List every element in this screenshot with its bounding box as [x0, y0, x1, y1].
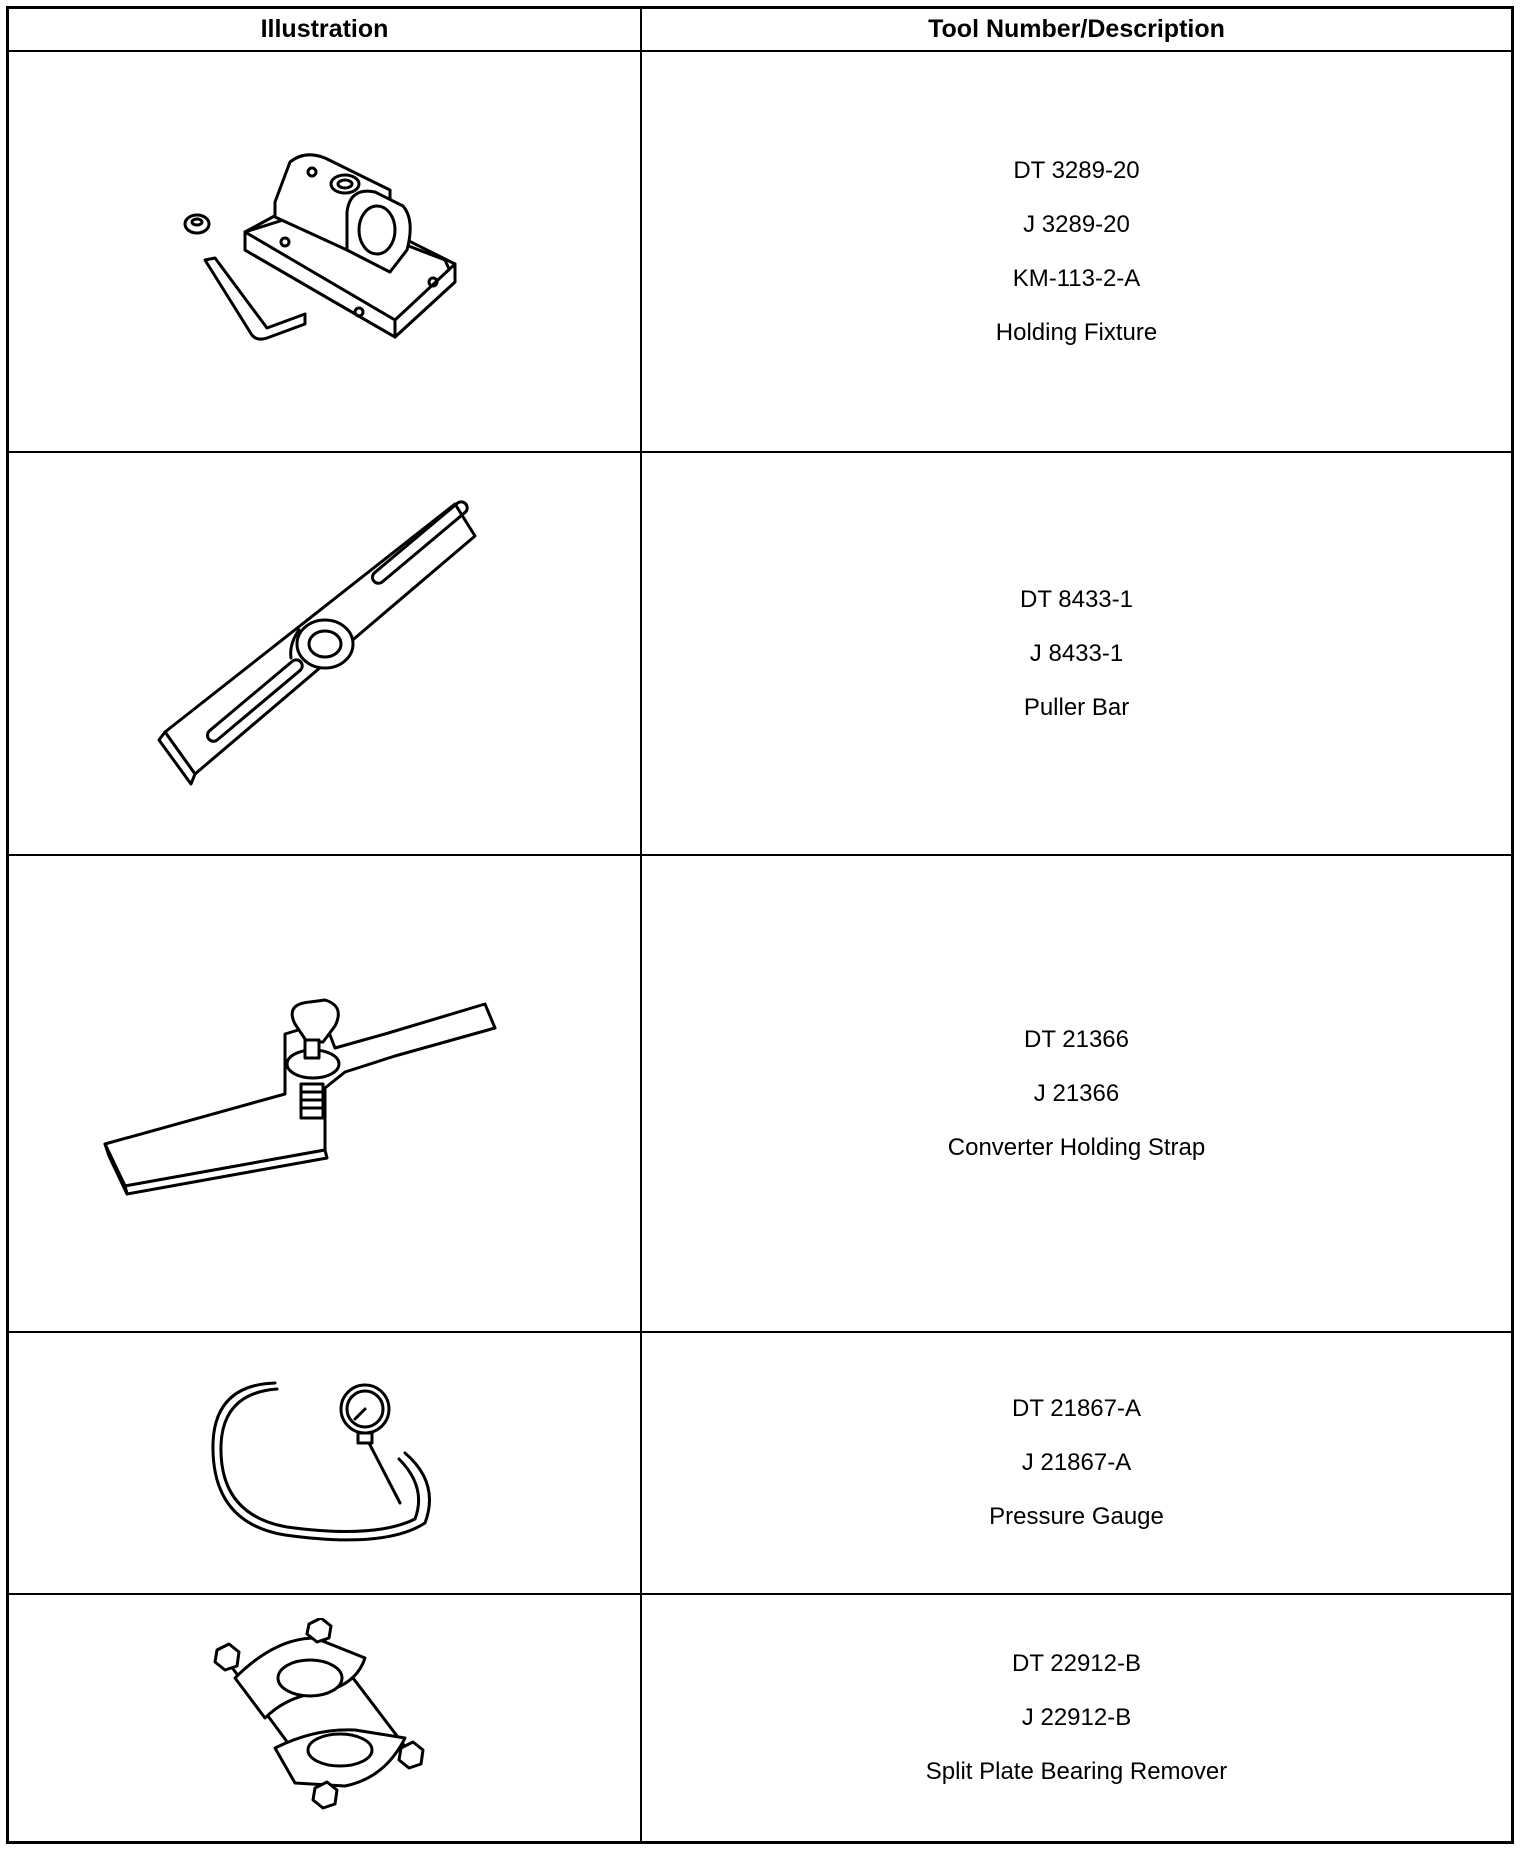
table-row	[9, 854, 1511, 1331]
tool-description	[642, 453, 1511, 854]
tool-number-dt: DT 21366	[1024, 1025, 1129, 1053]
pressure-gauge-icon	[205, 1373, 445, 1553]
tool-number-j: J 21366	[1033, 1079, 1120, 1107]
table-row	[9, 1593, 1511, 1841]
tool-number-km: KM-113-2-A	[1012, 264, 1141, 292]
table-row	[9, 1331, 1511, 1593]
tool-description	[642, 856, 1511, 1331]
holding-fixture-icon	[175, 132, 475, 372]
tool-name: Converter Holding Strap	[947, 1133, 1206, 1161]
tool-description	[642, 1595, 1511, 1841]
tool-number-dt: DT 8433-1	[1020, 585, 1133, 613]
tool-name: Holding Fixture	[995, 318, 1158, 346]
table-row	[9, 50, 1511, 451]
puller-bar-icon	[155, 494, 495, 814]
tool-number-j: J 8433-1	[1029, 639, 1124, 667]
tool-description	[642, 52, 1511, 451]
tool-name: Split Plate Bearing Remover	[925, 1758, 1228, 1785]
tool-name: Pressure Gauge	[989, 1503, 1164, 1530]
tool-number-j: J 21867-A	[1021, 1449, 1132, 1476]
tool-description	[642, 1333, 1511, 1593]
tool-number-j: J 3289-20	[1023, 210, 1130, 238]
tool-name: Puller Bar	[1023, 693, 1130, 721]
table-row	[9, 451, 1511, 854]
split-plate-bearing-remover-icon	[205, 1618, 445, 1818]
header-illustration: Illustration	[9, 9, 642, 50]
header-tool-number-description: Tool Number/Description	[928, 15, 1225, 43]
tool-number-dt: DT 21867-A	[1012, 1395, 1141, 1422]
tool-number-dt: DT 22912-B	[1012, 1650, 1141, 1677]
tool-number-j: J 22912-B	[1021, 1704, 1132, 1731]
tool-number-dt: DT 3289-20	[1013, 156, 1140, 184]
special-tools-table	[6, 6, 1514, 1844]
converter-holding-strap-icon	[95, 964, 555, 1224]
table-header-row	[9, 9, 1511, 50]
